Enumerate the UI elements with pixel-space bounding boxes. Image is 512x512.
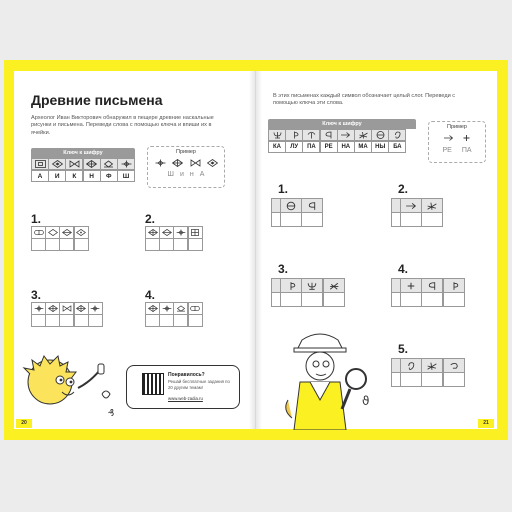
sq-plus-icon (48, 305, 58, 312)
cipher-symbol-cell (301, 278, 323, 293)
answer-cell[interactable] (159, 314, 174, 327)
cipher-symbol-cell (188, 226, 203, 239)
right-example-symbols (429, 132, 485, 144)
task-number: 1. (278, 182, 289, 196)
key-symbol-cell (31, 158, 49, 170)
right-cipher-key (268, 119, 416, 153)
star-a-icon (426, 361, 438, 371)
example-symbol-cell (457, 132, 475, 144)
theta-icon (285, 201, 297, 211)
key-syllable-cell: НА (337, 141, 355, 153)
sq-plus-icon (148, 229, 158, 236)
answer-cell[interactable] (421, 372, 443, 387)
cipher-symbol-cell (443, 358, 465, 373)
key-symbol-cell (117, 158, 135, 170)
cipher-symbol-cell (188, 302, 203, 315)
answer-cell[interactable] (45, 238, 60, 251)
task-grid (271, 198, 323, 226)
task-number: 3. (31, 288, 42, 302)
example-letter: Ш (167, 171, 174, 178)
example-letter: н (189, 171, 194, 178)
answer-cell[interactable] (421, 292, 443, 307)
left-key-header: Ключ к шифру (31, 148, 135, 158)
answer-cell[interactable] (188, 238, 203, 251)
right-example-box (428, 121, 486, 163)
answer-cell[interactable] (323, 292, 345, 307)
dia-diamond-icon (52, 160, 63, 168)
key-symbol-cell (320, 129, 338, 141)
cipher-symbol-cell (173, 226, 188, 239)
diamond-line-icon (162, 229, 172, 236)
cipher-symbol-cell (74, 226, 89, 239)
task-grid (391, 278, 464, 306)
answer-cell[interactable] (280, 292, 302, 307)
task-grid (391, 358, 464, 386)
cipher-symbol-cell (400, 358, 422, 373)
answer-cell[interactable] (74, 238, 89, 251)
book-gutter (249, 71, 262, 429)
key-symbol-cell (371, 129, 389, 141)
right-key-syllables (268, 141, 416, 153)
task-number: 2. (398, 182, 409, 196)
hook-q-icon (306, 201, 318, 211)
cross-diamond-icon (34, 305, 44, 312)
bowtie-icon (69, 160, 80, 168)
page-title: Древние письмена (31, 92, 163, 108)
task-grid (145, 226, 202, 250)
example-letter: и (179, 171, 184, 178)
sq-plus-icon (148, 305, 158, 312)
cipher-symbol-cell (301, 198, 323, 213)
sq-plus-icon (76, 305, 86, 312)
left-key-symbols (31, 158, 135, 170)
bowtie-icon (190, 159, 201, 167)
key-syllable-cell: ПА (302, 141, 320, 153)
key-syllable-cell: ЛУ (285, 141, 303, 153)
answer-cell[interactable] (74, 314, 89, 327)
key-symbol-cell (83, 158, 101, 170)
cipher-symbol-cell (280, 278, 302, 293)
theta-icon (375, 131, 386, 139)
plus-cross-icon (405, 281, 417, 291)
task-grid (31, 226, 88, 250)
cipher-symbol-cell (74, 302, 89, 315)
key-symbol-cell (388, 129, 406, 141)
cipher-symbol-cell (45, 226, 60, 239)
left-key-letters (31, 170, 135, 182)
bowtie-icon (62, 305, 72, 312)
right-key-symbols (268, 129, 416, 141)
answer-cell[interactable] (173, 314, 188, 327)
example-symbol-cell (203, 157, 221, 169)
example-syllable: ПА (461, 147, 472, 154)
sq-diamond-line-icon (103, 160, 114, 168)
star-a-icon (426, 201, 438, 211)
task-number: 2. (145, 212, 156, 226)
plus-cross-icon (461, 134, 472, 142)
cipher-symbol-cell (88, 302, 103, 315)
left-example-letters (148, 171, 224, 178)
example-symbol-cell (169, 157, 187, 169)
cipher-symbol-cell (400, 198, 422, 213)
hook-e-icon (448, 361, 460, 371)
key-letter-cell: А (31, 170, 49, 182)
answer-cell[interactable] (88, 314, 103, 327)
answer-cell[interactable] (301, 212, 323, 227)
psi-icon (272, 131, 283, 139)
promo-title: Понравилось? (168, 372, 205, 378)
svg-text:₰: ₰ (108, 408, 115, 419)
cipher-symbol-cell (323, 278, 345, 293)
answer-cell[interactable] (145, 238, 160, 251)
arrow-right-icon (405, 201, 417, 211)
answer-cell[interactable] (59, 314, 74, 327)
key-letter-cell: Ш (117, 170, 135, 182)
key-letter-cell: И (48, 170, 66, 182)
psi-icon (306, 281, 318, 291)
cross-diamond-icon (155, 159, 166, 167)
dia-diamond-icon (207, 159, 218, 167)
hook-q-icon (426, 281, 438, 291)
arrow-right-icon (340, 131, 351, 139)
key-symbol-cell (268, 129, 286, 141)
key-symbol-cell (302, 129, 320, 141)
right-key-header: Ключ к шифру (268, 119, 416, 129)
answer-cell[interactable] (31, 238, 46, 251)
task-number: 4. (398, 262, 409, 276)
cipher-symbol-cell (173, 302, 188, 315)
example-symbol-cell (186, 157, 204, 169)
example-symbol-cell (440, 132, 458, 144)
cipher-symbol-cell (159, 226, 174, 239)
magnifier-icon (340, 365, 380, 415)
answer-cell[interactable] (443, 372, 465, 387)
key-symbol-cell (354, 129, 372, 141)
left-intro: Археолог Иван Викторович обнаружил в пещере древние наскальные рисунки и письмена. Переведи слова с помощью ключа и впиши их в ячейки. (31, 115, 214, 136)
answer-cell[interactable] (145, 314, 160, 327)
sq-plus-icon (172, 159, 183, 167)
rune-x-icon (328, 281, 340, 291)
example-syllable: РЕ (442, 147, 452, 154)
answer-cell[interactable] (59, 238, 74, 251)
cipher-symbol-cell (59, 226, 74, 239)
key-syllable-cell: РЕ (320, 141, 338, 153)
example-letter: А (199, 171, 205, 178)
cipher-symbol-cell (45, 302, 60, 315)
squiggle-g-icon (405, 361, 417, 371)
sq-plus-icon (86, 160, 97, 168)
key-symbol-cell (285, 129, 303, 141)
key-symbol-cell (48, 158, 66, 170)
cipher-symbol-cell (145, 302, 160, 315)
cross-diamond-icon (90, 305, 100, 312)
answer-cell[interactable] (45, 314, 60, 327)
square-plus-icon (190, 229, 200, 236)
cipher-symbol-cell (59, 302, 74, 315)
cipher-symbol-cell (31, 226, 46, 239)
task-number: 5. (398, 342, 409, 356)
example-symbol-cell (152, 157, 170, 169)
key-symbol-cell (337, 129, 355, 141)
task-number: 1. (31, 212, 42, 226)
svg-text:ϑ: ϑ (362, 394, 370, 408)
answer-cell[interactable] (31, 314, 46, 327)
task-number: 3. (278, 262, 289, 276)
up-arrow-icon (306, 131, 317, 139)
diamond-dot-icon (76, 229, 86, 236)
task-number: 4. (145, 288, 156, 302)
cipher-symbol-cell (421, 278, 443, 293)
task-grid (145, 302, 202, 326)
key-letter-cell: Ф (100, 170, 118, 182)
rounded-rect-line-icon (190, 305, 200, 312)
page-number-right: 21 (478, 419, 494, 428)
sq-diamond-line-icon (176, 305, 186, 312)
key-syllable-cell: КА (268, 141, 286, 153)
right-intro: В этих письменах каждый символ обозначает целый слог. Переведи с помощью ключа эти слова. (273, 93, 456, 107)
cipher-symbol-cell (421, 358, 443, 373)
cipher-symbol-cell (443, 278, 465, 293)
task-grid (31, 302, 102, 326)
key-letter-cell: Н (83, 170, 101, 182)
rune-r-icon (289, 131, 300, 139)
right-example-syllables (429, 147, 485, 154)
key-syllable-cell: БА (388, 141, 406, 153)
hook-q-icon (323, 131, 334, 139)
cipher-symbol-cell (280, 198, 302, 213)
cross-diamond-icon (121, 160, 132, 168)
answer-cell[interactable] (159, 238, 174, 251)
key-syllable-cell: МА (354, 141, 372, 153)
cipher-symbol-cell (145, 226, 160, 239)
rune-r-icon (448, 281, 460, 291)
answer-cell[interactable] (301, 292, 323, 307)
cipher-symbol-cell (159, 302, 174, 315)
example-label: Пример (176, 149, 196, 155)
qr-code[interactable] (142, 373, 164, 395)
background-floor (0, 440, 512, 512)
answer-cell[interactable] (280, 212, 302, 227)
key-symbol-cell (100, 158, 118, 170)
left-example-symbols (148, 157, 224, 169)
key-syllable-cell: НЫ (371, 141, 389, 153)
star-a-icon (358, 131, 369, 139)
arrow-right-icon (443, 134, 454, 142)
task-grid (391, 198, 443, 226)
example-label: Пример (447, 124, 467, 130)
cipher-symbol-cell (31, 302, 46, 315)
rounded-rect-line-icon (34, 229, 44, 236)
answer-cell[interactable] (400, 212, 422, 227)
cipher-symbol-cell (421, 198, 443, 213)
cipher-symbol-cell (400, 278, 422, 293)
sq-square-icon (35, 160, 46, 168)
left-example-box (147, 146, 225, 188)
promo-text: Решай бесплатные задания по 20 другим темам! (168, 379, 230, 390)
promo-link[interactable]: www.web-zadia.ru (168, 396, 203, 401)
answer-cell[interactable] (188, 314, 203, 327)
squiggle-g-icon (392, 131, 403, 139)
diamond-icon (48, 229, 58, 236)
archaeologist-illustration (20, 352, 130, 422)
answer-cell[interactable] (173, 238, 188, 251)
cross-diamond-icon (162, 305, 172, 312)
answer-cell[interactable] (400, 292, 422, 307)
key-symbol-cell (65, 158, 83, 170)
diamond-line-icon (62, 229, 72, 236)
answer-cell[interactable] (400, 372, 422, 387)
rune-r-icon (285, 281, 297, 291)
page-number-left: 20 (16, 419, 32, 428)
task-grid (271, 278, 344, 306)
key-letter-cell: К (65, 170, 83, 182)
left-cipher-key (31, 148, 135, 182)
cross-diamond-icon (176, 229, 186, 236)
answer-cell[interactable] (443, 292, 465, 307)
answer-cell[interactable] (421, 212, 443, 227)
